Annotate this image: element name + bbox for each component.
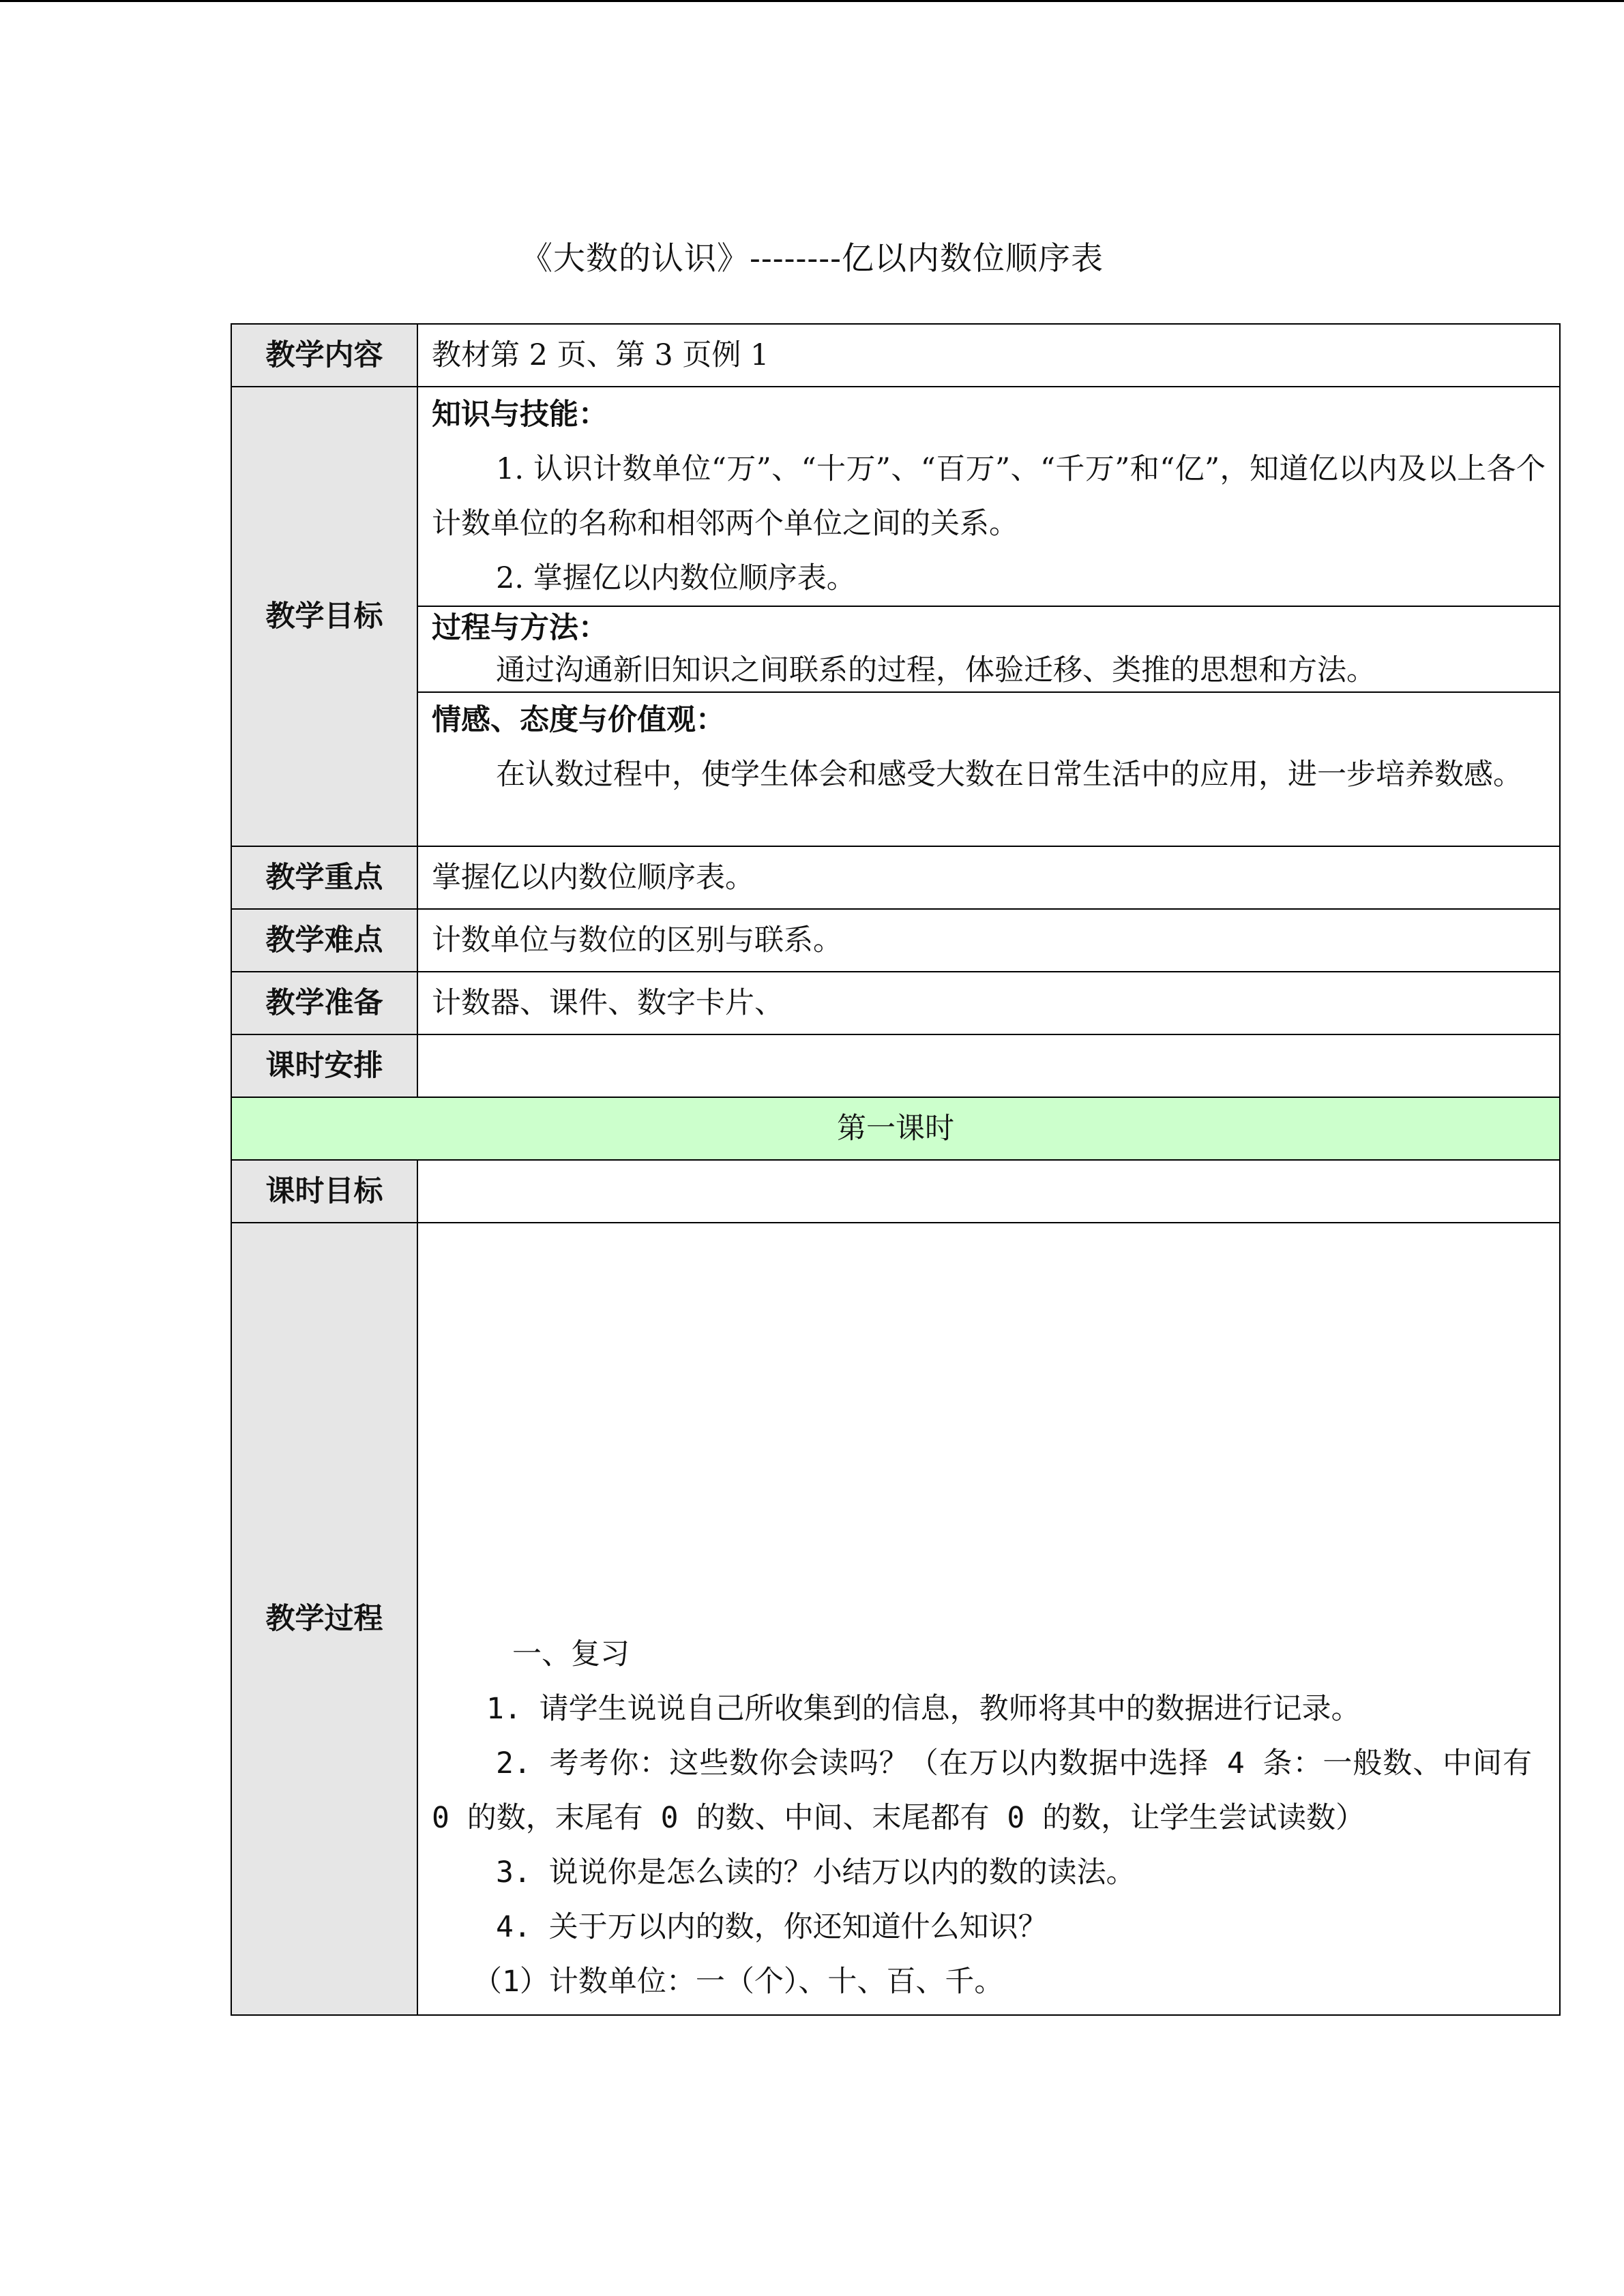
row-preparation [231, 972, 1560, 1034]
objectives-knowledge-cell [417, 387, 1560, 606]
row-schedule [231, 1034, 1560, 1097]
process-heading: 过程与方法： [432, 611, 608, 645]
attitude-heading: 情感、态度与价值观： [432, 703, 725, 737]
objectives-attitude-cell [417, 692, 1560, 846]
teaching-process-cell [417, 1223, 1560, 2015]
attitude-text: 在认数过程中，使学生体会和感受大数在日常生活中的应用，进一步培养数感。 [496, 758, 1522, 792]
row-teaching-process [231, 1223, 1560, 2015]
value-lesson-goal [417, 1160, 1560, 1223]
row-key-point [231, 846, 1560, 909]
value-difficulty: 计数单位与数位的区别与联系。 [417, 909, 1560, 972]
value-teaching-content: 教材第 2 页、第 3 页例 1 [417, 324, 1560, 387]
label-difficulty: 教学难点 [231, 909, 417, 972]
lesson-plan-table [231, 323, 1561, 2016]
lesson-band-title: 第一课时 [231, 1097, 1560, 1160]
label-lesson-goal: 课时目标 [231, 1160, 417, 1223]
label-teaching-content: 教学内容 [231, 324, 417, 387]
row-teaching-content [231, 324, 1560, 387]
page-top-border [0, 0, 1624, 2]
objectives-process-cell [417, 606, 1560, 692]
label-teaching-process: 教学过程 [231, 1223, 417, 2015]
row-lesson-goal [231, 1160, 1560, 1223]
knowledge-item-1: 1. 认识计数单位“万”、“十万”、“百万”、“千万”和“亿”，知道亿以内及以上各个计数单位的名称和相邻两个单位之间的关系。 [432, 452, 1546, 541]
row-objectives-attitude [231, 692, 1560, 846]
label-key-point: 教学重点 [231, 846, 417, 909]
row-lesson-band [231, 1097, 1560, 1160]
process-line-4: 4. 关于万以内的数，你还知道什么知识？ [496, 1910, 1048, 1944]
process-line-3: 3. 说说你是怎么读的？小结万以内的数的读法。 [496, 1855, 1136, 1890]
value-preparation: 计数器、课件、数字卡片、 [417, 972, 1560, 1034]
document-title: 《大数的认识》--------亿以内数位顺序表 [520, 240, 1104, 278]
label-teaching-objectives: 教学目标 [231, 387, 417, 846]
knowledge-heading: 知识与技能： [432, 398, 608, 432]
value-key-point: 掌握亿以内数位顺序表。 [417, 846, 1560, 909]
value-schedule [417, 1034, 1560, 1097]
row-difficulty [231, 909, 1560, 972]
process-line-1: 1. 请学生说说自己所收集到的信息，教师将其中的数据进行记录。 [486, 1692, 1361, 1726]
process-line-review: 一、复习 [512, 1637, 630, 1671]
row-objectives-knowledge [231, 387, 1560, 606]
process-text: 通过沟通新旧知识之间联系的过程，体验迁移、类推的思想和方法。 [496, 653, 1376, 687]
label-preparation: 教学准备 [231, 972, 417, 1034]
knowledge-item-2: 2. 掌握亿以内数位顺序表。 [496, 561, 856, 595]
process-line-2: 2. 考考你：这些数你会读吗？（在万以内数据中选择 4 条：一般数、中间有 0 的数，末尾有 0 的数、中间、末尾都有 0 的数，让学生尝试读数） [432, 1746, 1532, 1835]
label-schedule: 课时安排 [231, 1034, 417, 1097]
row-objectives-process [231, 606, 1560, 692]
process-line-4-1: （1）计数单位：一（个）、十、百、千。 [473, 1965, 1004, 1999]
